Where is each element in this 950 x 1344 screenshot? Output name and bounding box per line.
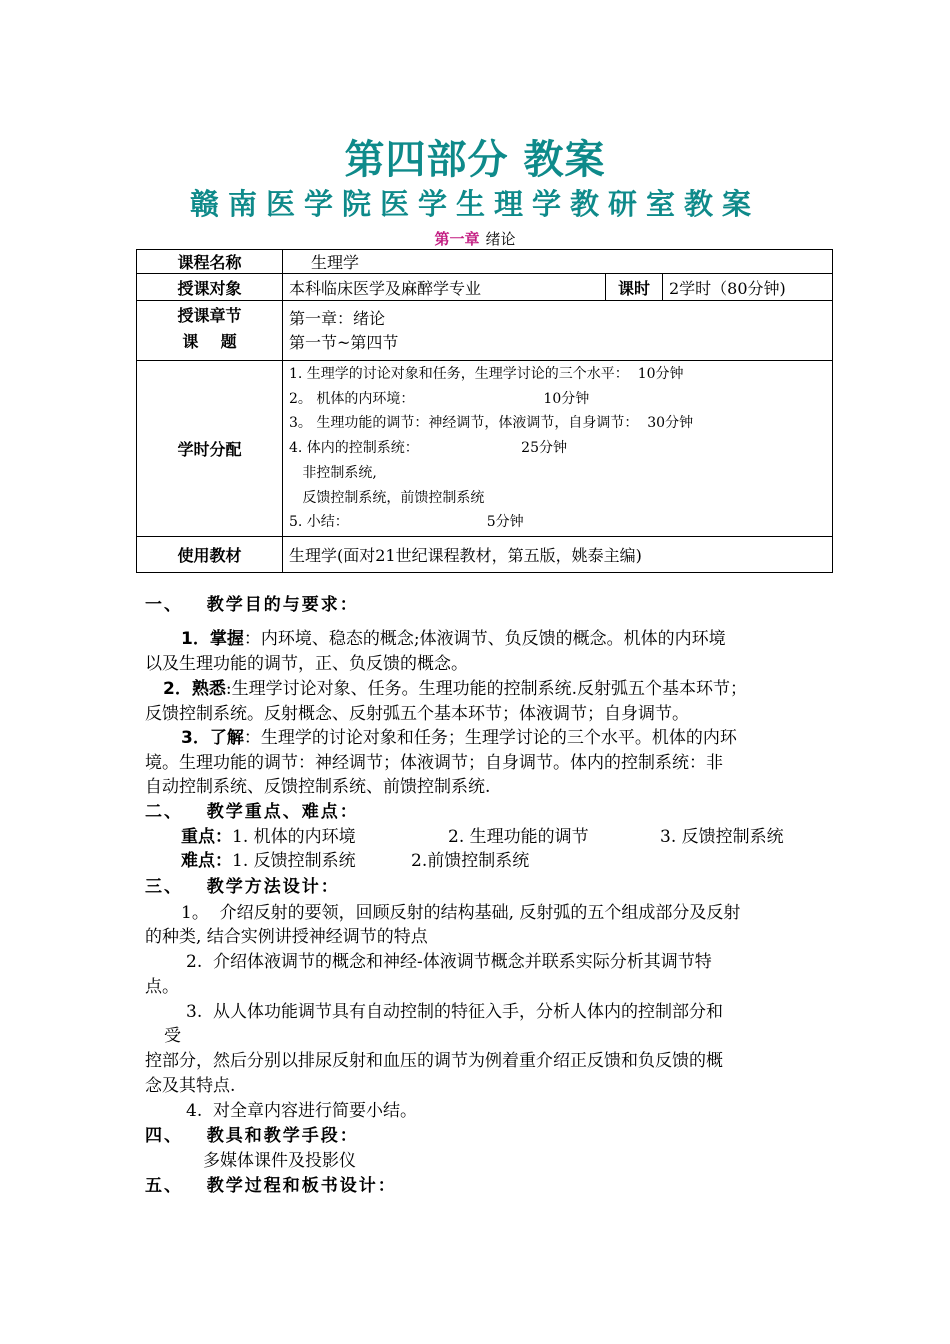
alloc-row: 反馈控制系统，前馈控制系统 [289, 489, 485, 506]
s2-diff-points [181, 846, 356, 871]
alloc-row: 5. 小结： 5分钟 [289, 514, 524, 531]
hours-label: 课时 [606, 274, 663, 301]
s1-p1-text: ：内环境、稳态的概念;体液调节、负反馈的概念。机体的内环境 [243, 629, 726, 649]
s4-text: 多媒体课件及投影仪 [203, 1151, 356, 1171]
s3-p3-line1: 3. 从人体功能调节具有自动控制的特征入手，分析人体内的控制部分和 [186, 1002, 724, 1022]
textbook-label: 使用教材 [137, 537, 283, 573]
alloc-row: 3。 生理功能的调节：神经调节，体液调节，自身调节： 30分钟 [289, 415, 694, 432]
s3-p4-line1: 4. 对全章内容进行简要小结。 [186, 1101, 418, 1121]
audience-label: 授课对象 [137, 274, 283, 301]
s1-p2-line1 [163, 674, 747, 699]
s1-p1-line2: 以及生理功能的调节，正、负反馈的概念。 [145, 654, 468, 674]
s1-p3-line2: 境。生理功能的调节：神经调节；体液调节；自身调节。体内的控制系统：非 [145, 753, 723, 773]
s3-p3-line3: 控部分，然后分别以排尿反射和血压的调节为例着重介绍正反馈和负反馈的概 [145, 1051, 723, 1071]
s2-diff-2: 2.前馈控制系统 [411, 851, 530, 871]
s3-p2-line1: 2. 介绍体液调节的概念和神经-体液调节概念并联系实际分析其调节特 [186, 952, 712, 972]
s3-p1-line2: 的种类, 结合实例讲授神经调节的特点 [145, 927, 428, 947]
course-name-label: 课程名称 [137, 250, 283, 274]
chapter-label: 授课章节 [177, 306, 242, 325]
section-heading: 四、 教具和教学手段： [145, 1126, 359, 1146]
chapter-line [0, 228, 950, 249]
s2-key-label: 重点： [181, 827, 232, 847]
page-subtitle: 赣南医学院医学生理学教研室教案 [189, 187, 760, 221]
page-title: 第四部分 教案 [344, 137, 606, 183]
course-name-value: 生理学 [283, 250, 833, 274]
s2-diff-label: 难点： [181, 851, 232, 871]
textbook-value: 生理学(面对21世纪课程教材，第五版，姚泰主编) [283, 537, 833, 573]
s1-p2-key: 2．熟悉 [163, 679, 226, 699]
s2-key-3: 3. 反馈控制系统 [660, 827, 784, 847]
s1-p3-key: 3．了解 [181, 728, 244, 748]
s2-key-2: 2. 生理功能的调节 [448, 827, 589, 847]
s3-p1-line1: 1。 介绍反射的要领，回顾反射的结构基础, 反射弧的五个组成部分及反射 [181, 903, 741, 923]
chapter-topic-label-cell [137, 301, 283, 361]
chapter-number: 第一章 [434, 230, 480, 248]
chapter-name: 绪论 [485, 230, 516, 248]
alloc-label: 学时分配 [137, 361, 283, 537]
section-heading: 五、 教学过程和板书设计： [145, 1176, 397, 1196]
alloc-row: 2。 机体的内环境： 10分钟 [289, 390, 590, 407]
hours-value: 2学时（80分钟) [663, 274, 833, 301]
section-heading: 二、 教学重点、难点： [145, 802, 359, 822]
s1-p2-text: :生理学讨论对象、任务。生理功能的控制系统.反射弧五个基本环节； [225, 679, 747, 699]
section-heading: 一、 教学目的与要求： [145, 595, 359, 615]
s2-key-1: 1. 机体的内环境 [232, 827, 356, 847]
s1-p3-text: ：生理学的讨论对象和任务；生理学讨论的三个水平。机体的内环 [243, 728, 737, 748]
alloc-row: 非控制系统, [289, 464, 377, 481]
s1-p1-key: 1．掌握 [181, 629, 244, 649]
s3-p3-line4: 念及其特点. [145, 1076, 236, 1096]
topic-label: 课 题 [182, 332, 237, 351]
s3-p3-line2: 受 [164, 1026, 181, 1046]
course-info-table [136, 249, 833, 573]
s2-key-points [181, 822, 356, 847]
alloc-row: 1. 生理学的讨论对象和任务，生理学讨论的三个水平： 10分钟 [289, 365, 684, 382]
section-heading: 三、 教学方法设计： [145, 877, 340, 897]
s1-p3-line1 [181, 723, 737, 748]
s1-p1-line1 [181, 624, 726, 649]
chapter-value: 第一章：绪论 [289, 308, 386, 328]
alloc-list [283, 361, 833, 537]
topic-value: 第一节~第四节 [289, 332, 399, 352]
s1-p3-line3: 自动控制系统、反馈控制系统、前馈控制系统. [145, 777, 491, 797]
alloc-row: 4. 体内的控制系统： 25分钟 [289, 440, 567, 457]
audience-value: 本科临床医学及麻醉学专业 [283, 274, 606, 301]
s3-p2-line2: 点。 [145, 977, 179, 997]
chapter-topic-value-cell [283, 301, 833, 361]
s1-p2-line2: 反馈控制系统。反射概念、反射弧五个基本环节；体液调节；自身调节。 [145, 704, 689, 724]
s2-diff-1: 1. 反馈控制系统 [232, 851, 356, 871]
